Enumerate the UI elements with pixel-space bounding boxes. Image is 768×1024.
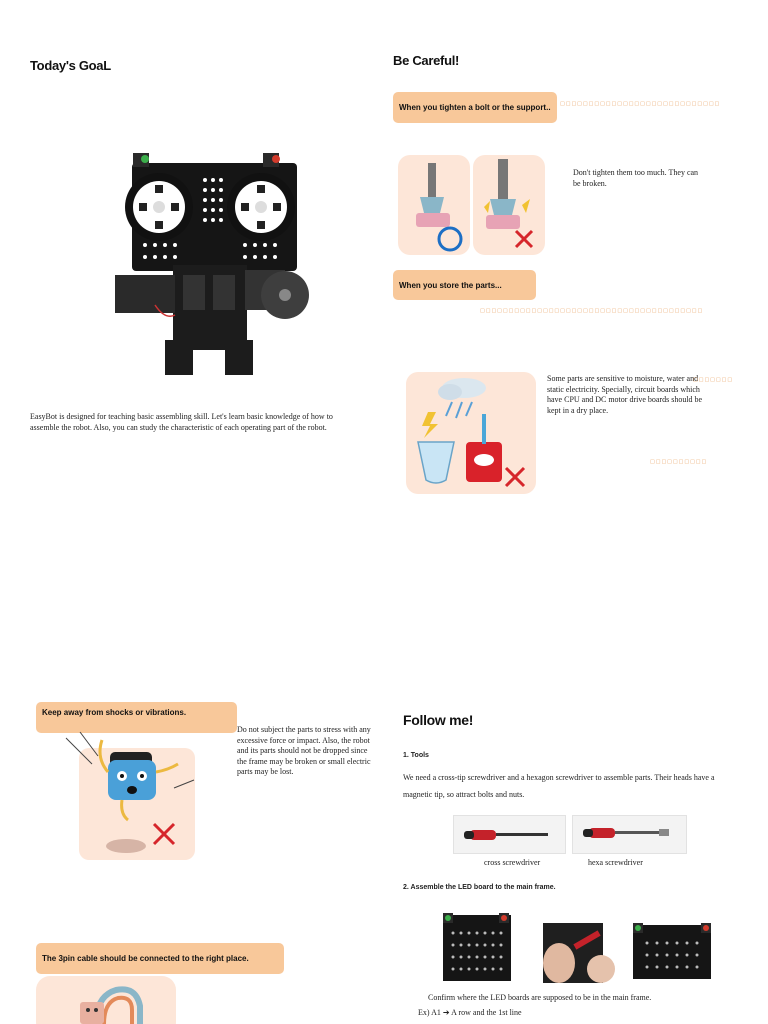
- korean-note-1: □□□□□□□□□□□□□□□□□□□□□□□□□□□□: [560, 101, 721, 107]
- led-board-example: Ex) A1 ➔ A row and the 1st line: [418, 1008, 522, 1017]
- shock-warning-banner: Keep away from shocks or vibrations.: [36, 702, 237, 733]
- hexa-screwdriver-label: hexa screwdriver: [588, 858, 643, 867]
- led-board-heading: 2. Assemble the LED board to the main frame.: [403, 884, 556, 891]
- storage-warning-text: Some parts are sensitive to moisture, water and static electricity. Specially, circuit boards which have CPU and DC motor drive boards should be kept in a dry place.: [547, 374, 703, 415]
- korean-note-4: □□□□□□□□□□: [650, 459, 708, 465]
- moisture-illustration: [406, 372, 536, 494]
- storage-warning-banner: When you store the parts...: [393, 270, 536, 300]
- tools-heading: 1. Tools: [403, 752, 429, 759]
- todays-goal-title: Today's GoaL: [30, 58, 111, 73]
- follow-me-title: Follow me!: [403, 712, 474, 728]
- shock-illustration: [62, 730, 197, 860]
- bolt-warning-text: Don't tighten them too much. They can be broken.: [573, 168, 699, 188]
- tools-paragraph: We need a cross-tip screwdriver and a hexagon screwdriver to assemble parts. Their heads have a magnetic tip, so attract bolts and nuts.: [403, 773, 715, 799]
- hexa-screwdriver-image: [572, 815, 687, 854]
- bolt-tightening-illustration: [398, 155, 545, 255]
- korean-note-2: □□□□□□□□□□□□□□□□□□□□□□□□□□□□□□□□□□□□□□□: [480, 308, 704, 314]
- cross-screwdriver-image: [453, 815, 566, 854]
- korean-note-3: □□□□□□□: [693, 377, 734, 383]
- intro-paragraph: EasyBot is designed for teaching basic assembling skill. Let's learn basic knowledge of how to assemble the robot. Also, you can study the characteristic of each operating part of the robot.: [30, 412, 333, 432]
- cross-screwdriver-label: cross screwdriver: [484, 858, 541, 867]
- cable-warning-banner: The 3pin cable should be connected to the right place.: [36, 943, 284, 974]
- bolt-warning-banner: When you tighten a bolt or the support..: [393, 92, 557, 123]
- shock-warning-text: Do not subject the parts to stress with any excessive force or impact. Also, the robot and its parts should not be dropped since the frame may be broken or small electric parts may be lost.: [237, 725, 371, 776]
- cable-illustration: [36, 976, 176, 1024]
- easybot-robot-image: [95, 145, 320, 380]
- led-board-assembly-image: [433, 903, 723, 988]
- be-careful-title: Be Careful!: [393, 53, 460, 68]
- led-board-caption: Confirm where the LED boards are supposed to be in the main frame.: [428, 993, 652, 1002]
